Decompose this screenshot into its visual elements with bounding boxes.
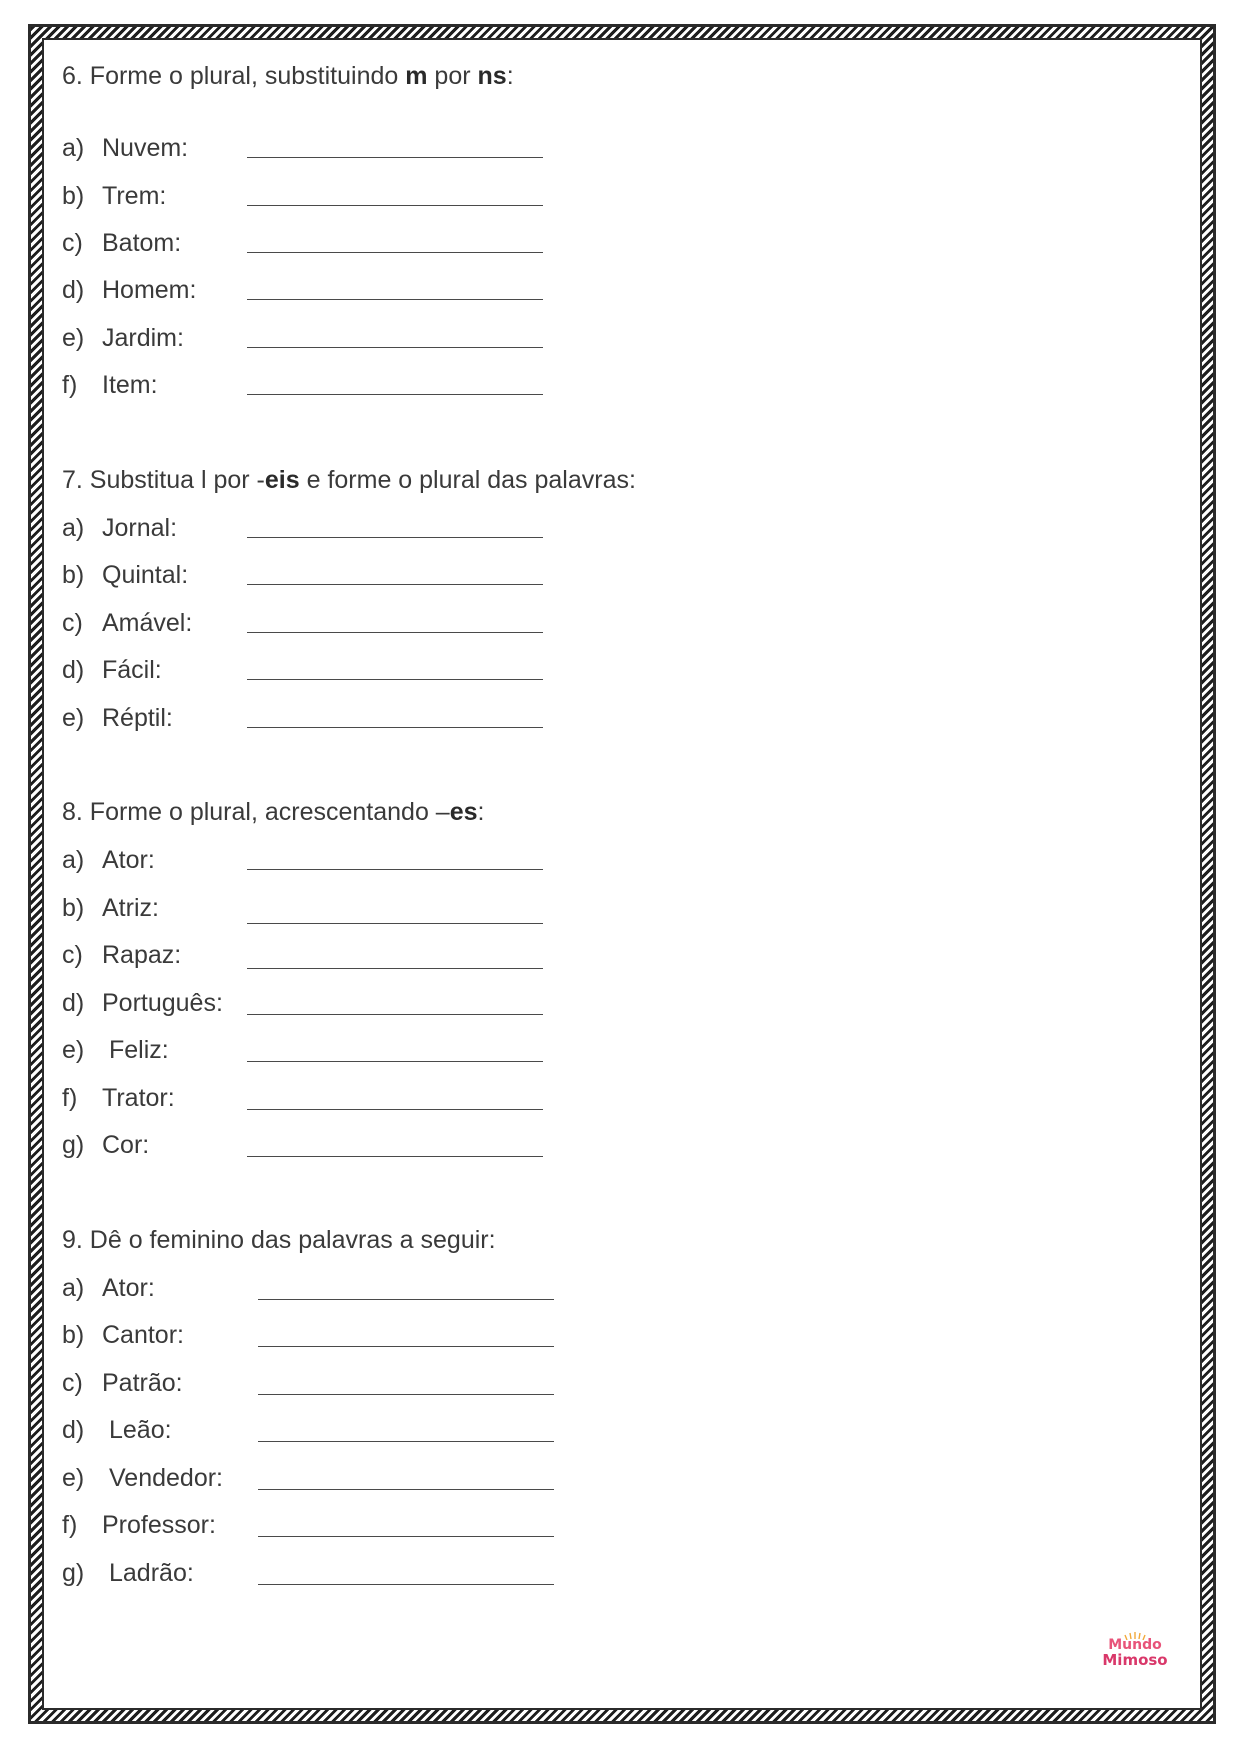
answer-line[interactable] <box>247 679 543 680</box>
exercise-9-item <box>62 1510 762 1544</box>
item-letter: e) <box>62 1464 85 1492</box>
answer-line[interactable] <box>258 1536 554 1537</box>
exercise-8-item <box>62 893 762 927</box>
logo-line2: Mimoso <box>1102 1651 1168 1669</box>
item-letter: f) <box>62 1511 78 1539</box>
exercise-7-item <box>62 608 762 642</box>
item-letter: g) <box>62 1131 85 1159</box>
answer-line[interactable] <box>247 632 543 633</box>
item-letter: d) <box>62 989 85 1017</box>
answer-line[interactable] <box>247 252 543 253</box>
answer-line[interactable] <box>258 1299 554 1300</box>
exercise-6-item <box>62 323 762 357</box>
item-word: Cantor: <box>102 1321 184 1349</box>
exercise-6-item <box>62 181 762 215</box>
answer-line[interactable] <box>247 869 543 870</box>
item-word: Trem: <box>102 182 167 210</box>
logo-line1: Mundo <box>1108 1637 1162 1653</box>
item-letter: g) <box>62 1559 85 1587</box>
item-word: Homem: <box>102 276 197 304</box>
exercise-8-title: 8. Forme o plural, acrescentando –es: <box>62 798 485 826</box>
item-letter: a) <box>62 514 85 542</box>
answer-line[interactable] <box>247 157 543 158</box>
item-letter: f) <box>62 1084 78 1112</box>
answer-line[interactable] <box>247 584 543 585</box>
item-letter: e) <box>62 1036 85 1064</box>
item-word: Atriz: <box>102 894 159 922</box>
exercise-7-item <box>62 655 762 689</box>
item-word: Rapaz: <box>102 941 182 969</box>
item-word: Amável: <box>102 609 193 637</box>
item-word: Professor: <box>102 1511 216 1539</box>
exercise-9-item <box>62 1320 762 1354</box>
item-word: Cor: <box>102 1131 150 1159</box>
item-word: Ladrão: <box>109 1559 194 1587</box>
item-letter: c) <box>62 941 83 969</box>
item-word: Ator: <box>102 1274 155 1302</box>
answer-line[interactable] <box>247 347 543 348</box>
answer-line[interactable] <box>247 205 543 206</box>
item-letter: b) <box>62 182 85 210</box>
item-word: Português: <box>102 989 223 1017</box>
exercise-6-item <box>62 370 762 404</box>
exercise-8-item <box>62 988 762 1022</box>
answer-line[interactable] <box>247 394 543 395</box>
item-word: Leão: <box>109 1416 172 1444</box>
answer-line[interactable] <box>258 1346 554 1347</box>
item-letter: c) <box>62 609 83 637</box>
item-word: Feliz: <box>109 1036 169 1064</box>
item-letter: f) <box>62 371 78 399</box>
answer-line[interactable] <box>247 1014 543 1015</box>
answer-line[interactable] <box>247 968 543 969</box>
exercise-9-item <box>62 1273 762 1307</box>
answer-line[interactable] <box>247 1109 543 1110</box>
item-letter: b) <box>62 561 85 589</box>
exercise-7-title: 7. Substitua l por -eis e forme o plural das palavras: <box>62 466 636 494</box>
answer-line[interactable] <box>247 1061 543 1062</box>
item-letter: e) <box>62 704 85 732</box>
answer-line[interactable] <box>258 1441 554 1442</box>
item-letter: c) <box>62 229 83 257</box>
exercise-8-item <box>62 845 762 879</box>
item-letter: a) <box>62 1274 85 1302</box>
exercise-7-item <box>62 703 762 737</box>
item-word: Vendedor: <box>109 1464 223 1492</box>
exercise-8-item <box>62 940 762 974</box>
answer-line[interactable] <box>258 1394 554 1395</box>
exercise-8-item <box>62 1083 762 1117</box>
item-letter: a) <box>62 846 85 874</box>
item-word: Item: <box>102 371 158 399</box>
item-word: Ator: <box>102 846 155 874</box>
mundo-mimoso-logo <box>1102 1632 1168 1676</box>
exercise-6-item <box>62 228 762 262</box>
item-letter: e) <box>62 324 85 352</box>
item-word: Réptil: <box>102 704 173 732</box>
answer-line[interactable] <box>247 727 543 728</box>
item-letter: d) <box>62 656 85 684</box>
item-letter: b) <box>62 1321 85 1349</box>
exercise-6-title: 6. Forme o plural, substituindo m por ns: <box>62 62 514 90</box>
exercise-8-item <box>62 1035 762 1069</box>
exercise-7-item <box>62 560 762 594</box>
answer-line[interactable] <box>258 1584 554 1585</box>
item-letter: a) <box>62 134 85 162</box>
item-word: Quintal: <box>102 561 189 589</box>
answer-line[interactable] <box>247 299 543 300</box>
item-letter: c) <box>62 1369 83 1397</box>
item-letter: b) <box>62 894 85 922</box>
exercise-8-item <box>62 1130 762 1164</box>
answer-line[interactable] <box>247 537 543 538</box>
answer-line[interactable] <box>247 1156 543 1157</box>
item-word: Fácil: <box>102 656 162 684</box>
item-word: Trator: <box>102 1084 175 1112</box>
exercise-9-item <box>62 1415 762 1449</box>
exercise-6-item <box>62 275 762 309</box>
exercise-7-item <box>62 513 762 547</box>
item-word: Jornal: <box>102 514 178 542</box>
item-word: Patrão: <box>102 1369 183 1397</box>
answer-line[interactable] <box>258 1489 554 1490</box>
exercise-9-item <box>62 1463 762 1497</box>
exercise-6-item <box>62 133 762 167</box>
item-word: Jardim: <box>102 324 184 352</box>
item-letter: d) <box>62 276 85 304</box>
item-letter: d) <box>62 1416 85 1444</box>
item-word: Batom: <box>102 229 182 257</box>
item-word: Nuvem: <box>102 134 189 162</box>
exercise-9-item <box>62 1558 762 1592</box>
exercise-9-item <box>62 1368 762 1402</box>
exercise-9-title: 9. Dê o feminino das palavras a seguir: <box>62 1226 496 1254</box>
answer-line[interactable] <box>247 923 543 924</box>
